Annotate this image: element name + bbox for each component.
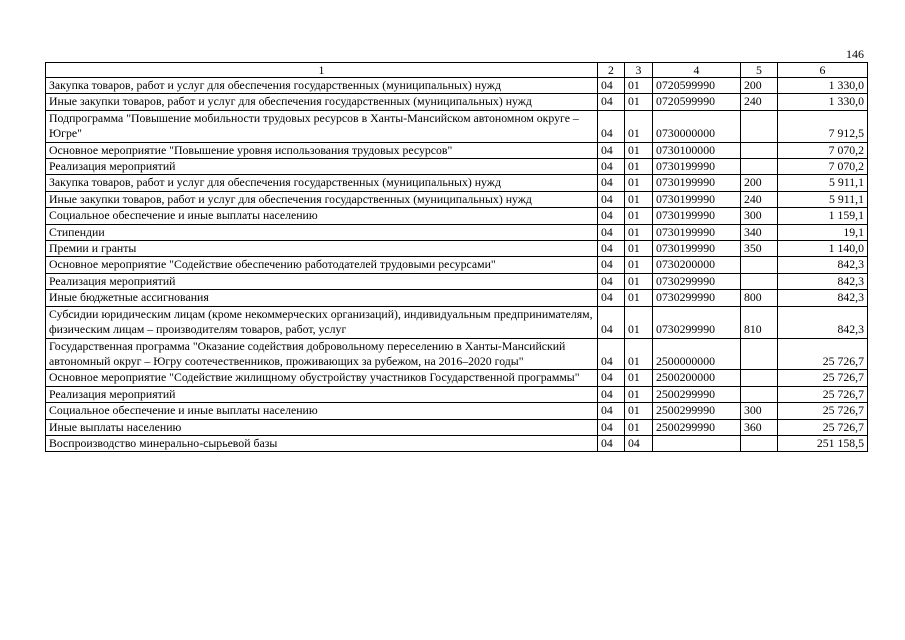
target-article-cell: 0730100000 (653, 142, 741, 158)
table-row (46, 257, 868, 273)
row-name-cell: Закупка товаров, работ и услуг для обеспечения государственных (муниципальных) нужд (46, 78, 598, 94)
subsection-code-cell: 01 (625, 78, 653, 94)
target-article-cell: 2500299990 (653, 386, 741, 402)
target-article-cell (653, 435, 741, 451)
amount-cell: 842,3 (778, 290, 868, 306)
expense-type-cell: 360 (741, 419, 778, 435)
section-code-cell: 04 (598, 257, 625, 273)
column-header: 4 (653, 63, 741, 78)
section-code-cell: 04 (598, 208, 625, 224)
amount-cell: 25 726,7 (778, 338, 868, 370)
subsection-code-cell: 01 (625, 386, 653, 402)
expense-type-cell (741, 370, 778, 386)
target-article-cell: 0730299990 (653, 306, 741, 338)
section-code-cell: 04 (598, 175, 625, 191)
table-row (46, 142, 868, 158)
table-row (46, 191, 868, 207)
expense-type-cell: 810 (741, 306, 778, 338)
section-code-cell: 04 (598, 78, 625, 94)
section-code-cell: 04 (598, 435, 625, 451)
table-row (46, 175, 868, 191)
amount-cell: 1 159,1 (778, 208, 868, 224)
row-name-cell: Государственная программа "Оказание содействия добровольному переселению в Ханты-Мансийский автономный округ – Югру соотечественников, проживающих за рубежом, на 2016–2020 годы" (46, 338, 598, 370)
amount-cell: 25 726,7 (778, 403, 868, 419)
row-name-cell: Основное мероприятие "Повышение уровня использования трудовых ресурсов" (46, 142, 598, 158)
target-article-cell: 0730000000 (653, 110, 741, 142)
target-article-cell: 0730199990 (653, 159, 741, 175)
section-code-cell: 04 (598, 338, 625, 370)
expense-type-cell (741, 273, 778, 289)
section-code-cell: 04 (598, 94, 625, 110)
section-code-cell: 04 (598, 403, 625, 419)
amount-cell: 842,3 (778, 273, 868, 289)
amount-cell: 7 070,2 (778, 142, 868, 158)
subsection-code-cell: 01 (625, 370, 653, 386)
subsection-code-cell: 01 (625, 419, 653, 435)
page-number: 146 (846, 47, 864, 61)
target-article-cell: 2500299990 (653, 403, 741, 419)
table-row (46, 403, 868, 419)
expense-type-cell: 200 (741, 175, 778, 191)
subsection-code-cell: 01 (625, 142, 653, 158)
row-name-cell: Социальное обеспечение и иные выплаты населению (46, 403, 598, 419)
subsection-code-cell: 01 (625, 273, 653, 289)
expense-type-cell: 350 (741, 241, 778, 257)
amount-cell: 25 726,7 (778, 419, 868, 435)
amount-cell: 842,3 (778, 257, 868, 273)
expense-type-cell: 340 (741, 224, 778, 240)
column-header: 5 (741, 63, 778, 78)
row-name-cell: Реализация мероприятий (46, 273, 598, 289)
amount-cell: 7 070,2 (778, 159, 868, 175)
target-article-cell: 0730199990 (653, 175, 741, 191)
subsection-code-cell: 01 (625, 224, 653, 240)
row-name-cell: Иные выплаты населению (46, 419, 598, 435)
expense-type-cell (741, 386, 778, 402)
subsection-code-cell: 04 (625, 435, 653, 451)
subsection-code-cell: 01 (625, 110, 653, 142)
section-code-cell: 04 (598, 306, 625, 338)
row-name-cell: Подпрограмма "Повышение мобильности трудовых ресурсов в Ханты-Мансийском автономном округе – Югре" (46, 110, 598, 142)
expense-type-cell (741, 110, 778, 142)
expense-type-cell: 240 (741, 191, 778, 207)
row-name-cell: Закупка товаров, работ и услуг для обеспечения государственных (муниципальных) нужд (46, 175, 598, 191)
table-row (46, 224, 868, 240)
amount-cell: 251 158,5 (778, 435, 868, 451)
subsection-code-cell: 01 (625, 159, 653, 175)
subsection-code-cell: 01 (625, 403, 653, 419)
column-header: 6 (778, 63, 868, 78)
target-article-cell: 0730199990 (653, 208, 741, 224)
amount-cell: 7 912,5 (778, 110, 868, 142)
expense-type-cell: 200 (741, 78, 778, 94)
subsection-code-cell: 01 (625, 241, 653, 257)
row-name-cell: Основное мероприятие "Содействие жилищному обустройству участников Государственной программы" (46, 370, 598, 386)
amount-cell: 1 330,0 (778, 94, 868, 110)
amount-cell: 25 726,7 (778, 386, 868, 402)
row-name-cell: Иные закупки товаров, работ и услуг для обеспечения государственных (муниципальных) нужд (46, 191, 598, 207)
table-row (46, 273, 868, 289)
table-row (46, 241, 868, 257)
table-header-row (46, 63, 868, 78)
target-article-cell: 0720599990 (653, 94, 741, 110)
table-row (46, 435, 868, 451)
table-row (46, 338, 868, 370)
section-code-cell: 04 (598, 419, 625, 435)
target-article-cell: 2500299990 (653, 419, 741, 435)
section-code-cell: 04 (598, 191, 625, 207)
subsection-code-cell: 01 (625, 338, 653, 370)
row-name-cell: Стипендии (46, 224, 598, 240)
row-name-cell: Воспроизводство минерально-сырьевой базы (46, 435, 598, 451)
amount-cell: 1 330,0 (778, 78, 868, 94)
column-header: 3 (625, 63, 653, 78)
subsection-code-cell: 01 (625, 257, 653, 273)
table-row (46, 110, 868, 142)
amount-cell: 19,1 (778, 224, 868, 240)
section-code-cell: 04 (598, 290, 625, 306)
table-body (46, 63, 868, 452)
subsection-code-cell: 01 (625, 94, 653, 110)
target-article-cell: 0730200000 (653, 257, 741, 273)
table-row (46, 370, 868, 386)
row-name-cell: Иные закупки товаров, работ и услуг для обеспечения государственных (муниципальных) нужд (46, 94, 598, 110)
expense-type-cell: 800 (741, 290, 778, 306)
table-row (46, 290, 868, 306)
target-article-cell: 0730199990 (653, 191, 741, 207)
target-article-cell: 0730299990 (653, 290, 741, 306)
expense-type-cell (741, 338, 778, 370)
table-row (46, 78, 868, 94)
subsection-code-cell: 01 (625, 306, 653, 338)
amount-cell: 1 140,0 (778, 241, 868, 257)
amount-cell: 5 911,1 (778, 175, 868, 191)
table-row (46, 159, 868, 175)
table-row (46, 306, 868, 338)
row-name-cell: Иные бюджетные ассигнования (46, 290, 598, 306)
amount-cell: 5 911,1 (778, 191, 868, 207)
section-code-cell: 04 (598, 159, 625, 175)
table-row (46, 94, 868, 110)
expense-type-cell: 300 (741, 208, 778, 224)
column-header: 2 (598, 63, 625, 78)
row-name-cell: Социальное обеспечение и иные выплаты населению (46, 208, 598, 224)
target-article-cell: 2500000000 (653, 338, 741, 370)
section-code-cell: 04 (598, 273, 625, 289)
section-code-cell: 04 (598, 110, 625, 142)
row-name-cell: Реализация мероприятий (46, 386, 598, 402)
expense-type-cell (741, 435, 778, 451)
section-code-cell: 04 (598, 386, 625, 402)
budget-table (45, 62, 868, 452)
expense-type-cell (741, 159, 778, 175)
expense-type-cell: 300 (741, 403, 778, 419)
section-code-cell: 04 (598, 142, 625, 158)
row-name-cell: Субсидии юридическим лицам (кроме некоммерческих организаций), индивидуальным предпринимателям, физическим лицам – производителям товаров, работ, услуг (46, 306, 598, 338)
target-article-cell: 0720599990 (653, 78, 741, 94)
table-row (46, 386, 868, 402)
subsection-code-cell: 01 (625, 290, 653, 306)
subsection-code-cell: 01 (625, 175, 653, 191)
target-article-cell: 0730199990 (653, 224, 741, 240)
section-code-cell: 04 (598, 224, 625, 240)
expense-type-cell (741, 257, 778, 273)
row-name-cell: Премии и гранты (46, 241, 598, 257)
section-code-cell: 04 (598, 370, 625, 386)
amount-cell: 25 726,7 (778, 370, 868, 386)
expense-type-cell: 240 (741, 94, 778, 110)
amount-cell: 842,3 (778, 306, 868, 338)
section-code-cell: 04 (598, 241, 625, 257)
target-article-cell: 0730199990 (653, 241, 741, 257)
table-row (46, 208, 868, 224)
column-header: 1 (46, 63, 598, 78)
subsection-code-cell: 01 (625, 208, 653, 224)
target-article-cell: 0730299990 (653, 273, 741, 289)
subsection-code-cell: 01 (625, 191, 653, 207)
expense-type-cell (741, 142, 778, 158)
row-name-cell: Реализация мероприятий (46, 159, 598, 175)
table-row (46, 419, 868, 435)
target-article-cell: 2500200000 (653, 370, 741, 386)
row-name-cell: Основное мероприятие "Содействие обеспечению работодателей трудовыми ресурсами" (46, 257, 598, 273)
